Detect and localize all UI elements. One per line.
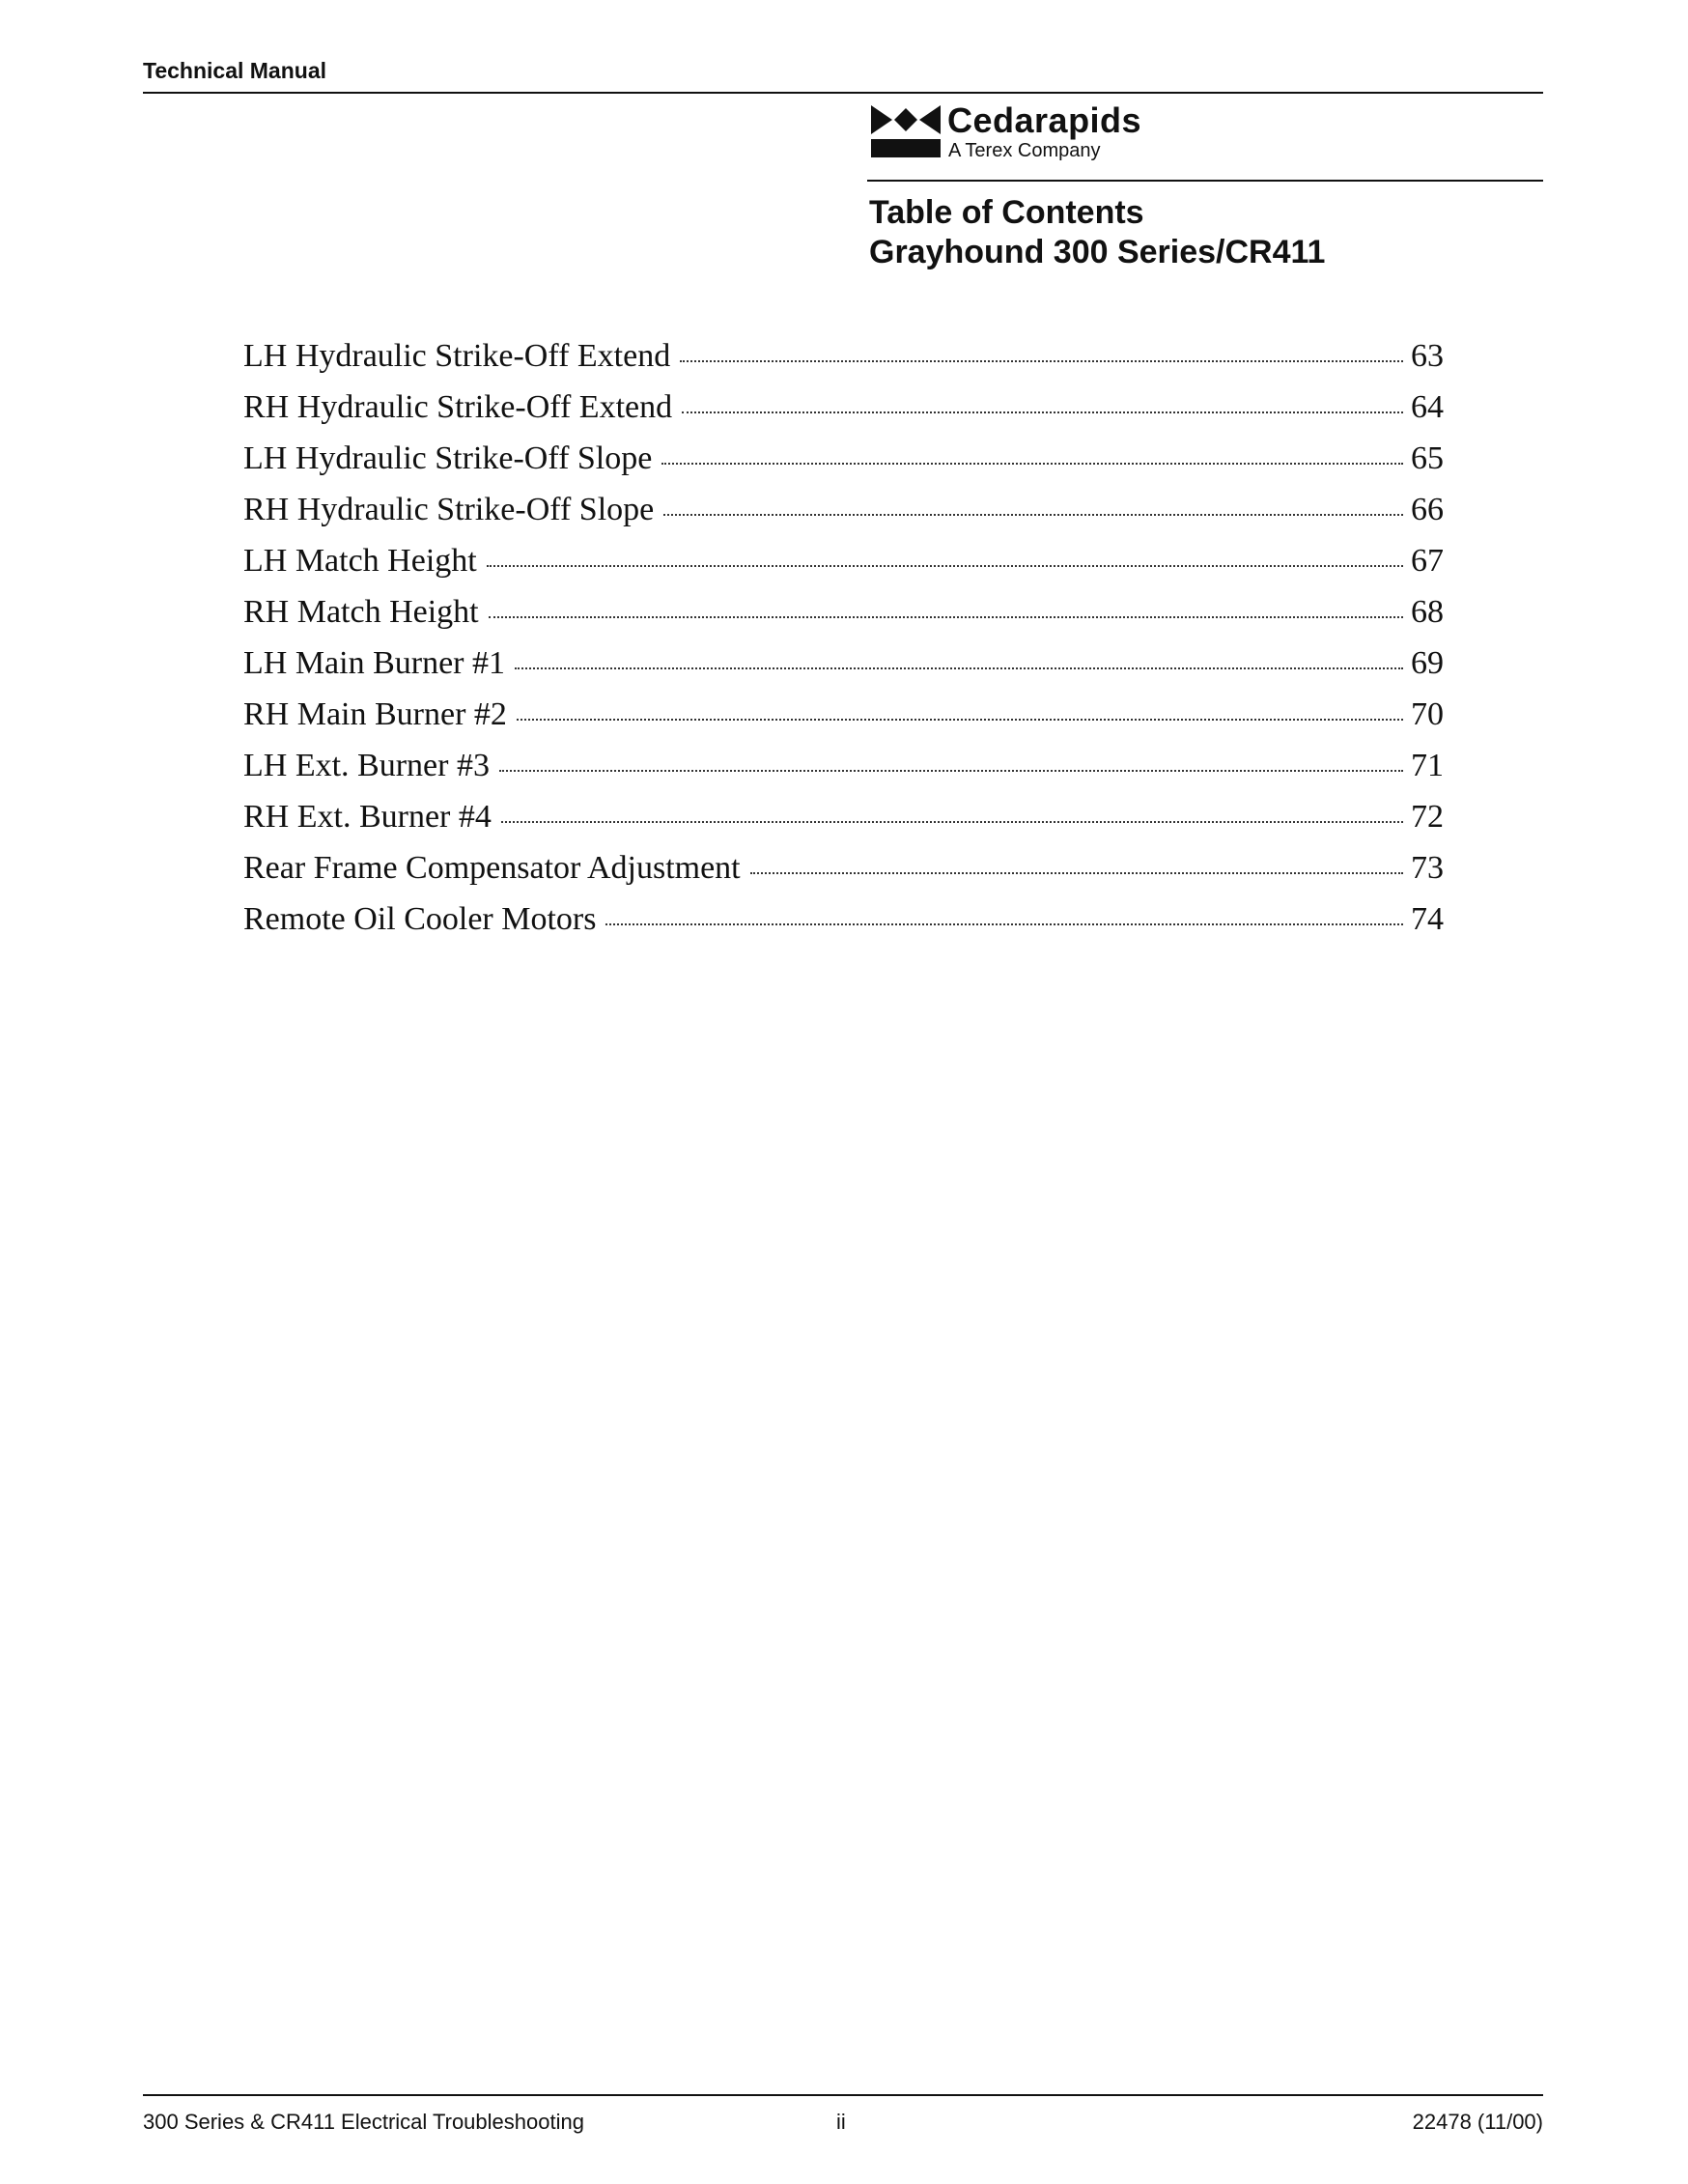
toc-entry-title: RH Match Height (243, 594, 479, 630)
toc-entry-title: LH Hydraulic Strike-Off Slope (243, 440, 653, 476)
toc-entry-title: RH Ext. Burner #4 (243, 799, 492, 835)
page-title-line2: Grayhound 300 Series/CR411 (869, 234, 1326, 270)
toc-dot-leader (517, 719, 1403, 721)
toc-entry-title: RH Main Burner #2 (243, 696, 507, 732)
logo-rule (867, 180, 1543, 182)
toc-entry[interactable] (243, 791, 1444, 842)
toc-entry-title: LH Main Burner #1 (243, 645, 506, 681)
toc-entry-page: 70 (1411, 696, 1444, 732)
page-title (869, 193, 1325, 272)
toc-dot-leader (499, 770, 1403, 772)
toc-entry-page: 65 (1411, 440, 1444, 476)
toc-entry[interactable] (243, 433, 1444, 484)
toc-entry-title: Remote Oil Cooler Motors (243, 901, 597, 937)
toc-entry[interactable] (243, 842, 1444, 893)
footer-document-title: 300 Series & CR411 Electrical Troubleshooting (143, 2110, 584, 2134)
toc-dot-leader (663, 514, 1403, 516)
toc-entry-title: RH Hydraulic Strike-Off Extend (243, 389, 673, 425)
toc-entry-title: Rear Frame Compensator Adjustment (243, 850, 741, 886)
toc-dot-leader (487, 565, 1403, 567)
table-of-contents (243, 330, 1444, 945)
toc-entry[interactable] (243, 689, 1444, 740)
toc-entry[interactable] (243, 893, 1444, 945)
toc-entry[interactable] (243, 740, 1444, 791)
toc-dot-leader (515, 667, 1403, 669)
toc-entry[interactable] (243, 382, 1444, 433)
cedarapids-diamond-mark-icon (871, 102, 941, 160)
toc-entry-title: LH Ext. Burner #3 (243, 748, 490, 783)
toc-entry[interactable] (243, 330, 1444, 382)
toc-entry-title: LH Hydraulic Strike-Off Extend (243, 338, 671, 374)
document-header-label: Technical Manual (143, 58, 327, 83)
toc-entry[interactable] (243, 535, 1444, 586)
toc-entry-page: 73 (1411, 850, 1444, 886)
toc-entry-page: 64 (1411, 389, 1444, 425)
toc-entry-page: 71 (1411, 748, 1444, 783)
footer-rule (143, 2094, 1543, 2096)
toc-entry-page: 67 (1411, 543, 1444, 579)
footer-document-code: 22478 (11/00) (1412, 2110, 1543, 2134)
toc-entry-page: 68 (1411, 594, 1444, 630)
company-logo (871, 102, 1199, 164)
toc-dot-leader (682, 411, 1403, 413)
toc-entry[interactable] (243, 586, 1444, 638)
logo-company-name: Cedarapids (947, 100, 1142, 140)
page-title-line1: Table of Contents (869, 194, 1144, 231)
toc-dot-leader (750, 872, 1403, 874)
toc-entry-page: 66 (1411, 492, 1444, 527)
header-rule (143, 92, 1543, 94)
toc-entry[interactable] (243, 484, 1444, 535)
toc-dot-leader (489, 616, 1403, 618)
toc-entry-page: 63 (1411, 338, 1444, 374)
logo-tagline: A Terex Company (948, 140, 1101, 161)
toc-entry-page: 72 (1411, 799, 1444, 835)
footer-page-number: ii (836, 2110, 846, 2134)
toc-entry-title: LH Match Height (243, 543, 477, 579)
toc-dot-leader (680, 360, 1403, 362)
toc-entry-title: RH Hydraulic Strike-Off Slope (243, 492, 655, 527)
toc-dot-leader (661, 463, 1403, 465)
toc-entry-page: 74 (1411, 901, 1444, 937)
toc-entry[interactable] (243, 638, 1444, 689)
toc-dot-leader (605, 923, 1403, 925)
toc-dot-leader (501, 821, 1403, 823)
toc-entry-page: 69 (1411, 645, 1444, 681)
